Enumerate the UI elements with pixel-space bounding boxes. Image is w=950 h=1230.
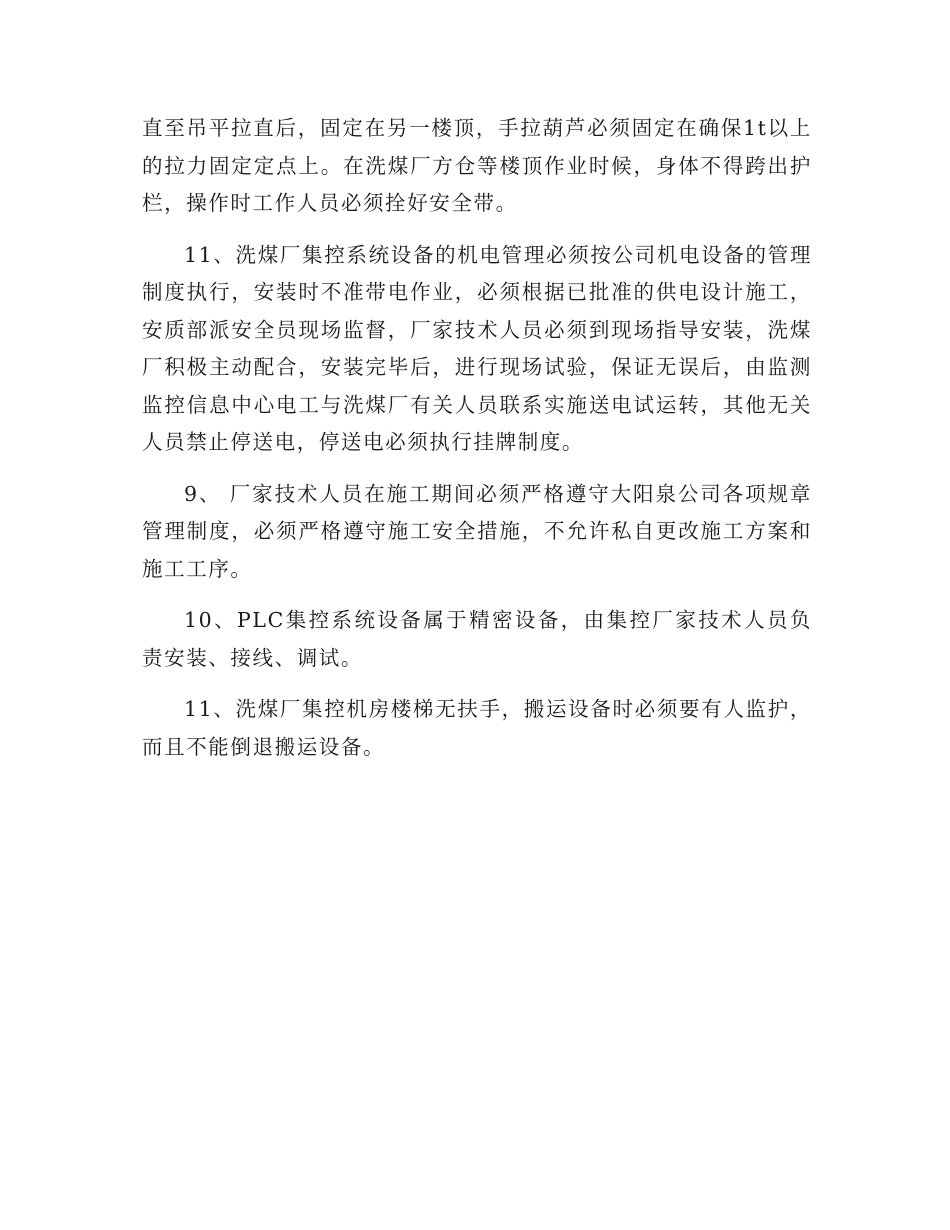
paragraph-item-11-electrical: 11、洗煤厂集控系统设备的机电管理必须按公司机电设备的管理制度执行，安装时不准带电作业，必须根据已批准的供电设计施工，安质部派安全员现场监督，厂家技术人员必须到现场指导安装，洗煤厂积极主动配合，安装完毕后，进行现场试验，保证无误后，由监测监控信息中心电工与洗煤厂有关人员联系实施送电试运转，其他无关人员禁止停送电，停送电必须执行挂牌制度。 (142, 242, 812, 454)
document-body (142, 110, 812, 780)
paragraph-item-10-plc: 10、PLC集控系统设备属于精密设备，由集控厂家技术人员负责安装、接线、调试。 (142, 608, 812, 670)
paragraph-item-11-stairs: 11、洗煤厂集控机房楼梯无扶手，搬运设备时必须要有人监护，而且不能倒退搬运设备。 (142, 697, 812, 759)
paragraph-item-9-regulations: 9、 厂家技术人员在施工期间必须严格遵守大阳泉公司各项规章管理制度，必须严格遵守施工安全措施，不允许私自更改施工方案和施工工序。 (142, 481, 812, 581)
paragraph-continuation: 直至吊平拉直后，固定在另一楼顶，手拉葫芦必须固定在确保1t以上的拉力固定定点上。在洗煤厂方仓等楼顶作业时候，身体不得跨出护栏，操作时工作人员必须拴好安全带。 (142, 116, 812, 215)
